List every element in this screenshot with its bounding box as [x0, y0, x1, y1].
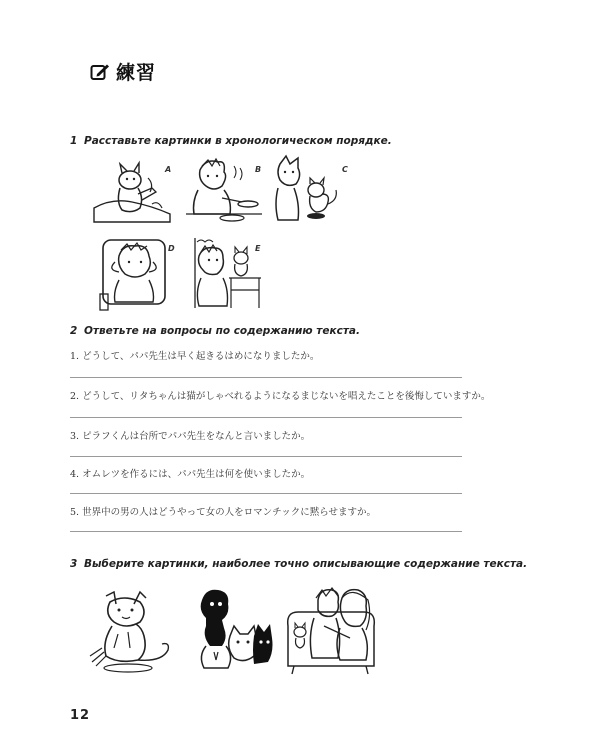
exercise-3-number: 3 — [70, 558, 78, 570]
answer-line-2[interactable] — [70, 417, 462, 418]
exercise-2-heading — [70, 325, 360, 337]
exercise-3-heading — [70, 558, 527, 570]
exercise-2-number: 2 — [70, 325, 78, 337]
answer-line-3[interactable] — [70, 456, 462, 457]
pencil-notebook-icon — [90, 63, 110, 81]
cat-eating-illustration — [272, 154, 344, 224]
exercise-1-picture-a — [92, 158, 172, 224]
answer-line-5[interactable] — [70, 531, 462, 532]
question-2: 2. どうして、リタちゃんは猫がしゃべれるようになるまじないを唱えたことを後悔していますか。 — [70, 391, 491, 402]
exercise-1-instruction: Расставьте картинки в хронологическом порядке. — [84, 135, 392, 147]
exercise-3-picture-3 — [284, 586, 380, 678]
exercise-1-picture-c — [272, 154, 344, 224]
boy-mirror-illustration — [97, 236, 173, 312]
exercise-2-instruction: Ответьте на вопросы по содержанию текста. — [84, 325, 360, 337]
exercise-1-heading — [70, 135, 392, 147]
exercise-3-instruction: Выберите картинки, наиболее точно описывающие содержание текста. — [84, 558, 528, 570]
answer-line-1[interactable] — [70, 377, 462, 378]
picture-label-d: D — [168, 244, 175, 253]
picture-label-b: B — [255, 165, 262, 174]
title-text: 練習 — [116, 62, 157, 84]
question-3: 3. ピラフくんは台所でパパ先生をなんと言いましたか。 — [70, 431, 311, 442]
picture-label-e: E — [255, 244, 261, 253]
cat-writing-illustration — [92, 158, 172, 224]
page-number: 12 — [70, 708, 91, 723]
picture-label-c: C — [342, 165, 348, 174]
shadow-cats-illustration — [184, 586, 274, 672]
cat-sitting-illustration — [88, 590, 172, 674]
exercise-3-picture-2 — [184, 586, 274, 672]
couple-on-sofa-illustration — [284, 586, 380, 678]
page-title — [90, 58, 156, 85]
question-1: 1. どうして、パパ先生は早く起きるはめになりましたか。 — [70, 351, 320, 362]
question-4: 4. オムレツを作るには、パパ先生は何を使いましたか。 — [70, 469, 311, 480]
exercise-1-picture-d — [97, 236, 173, 312]
exercise-1-picture-b — [184, 156, 264, 224]
exercise-1-picture-e — [183, 234, 261, 310]
boy-cooking-illustration — [184, 156, 264, 224]
boy-talking-to-cat-illustration — [183, 234, 261, 310]
question-5: 5. 世界中の男の人はどうやって女の人をロマンチックに黙らせますか。 — [70, 507, 377, 518]
answer-line-4[interactable] — [70, 493, 462, 494]
picture-label-a: A — [165, 165, 172, 174]
exercise-1-number: 1 — [70, 135, 78, 147]
exercise-3-picture-1 — [88, 590, 172, 674]
